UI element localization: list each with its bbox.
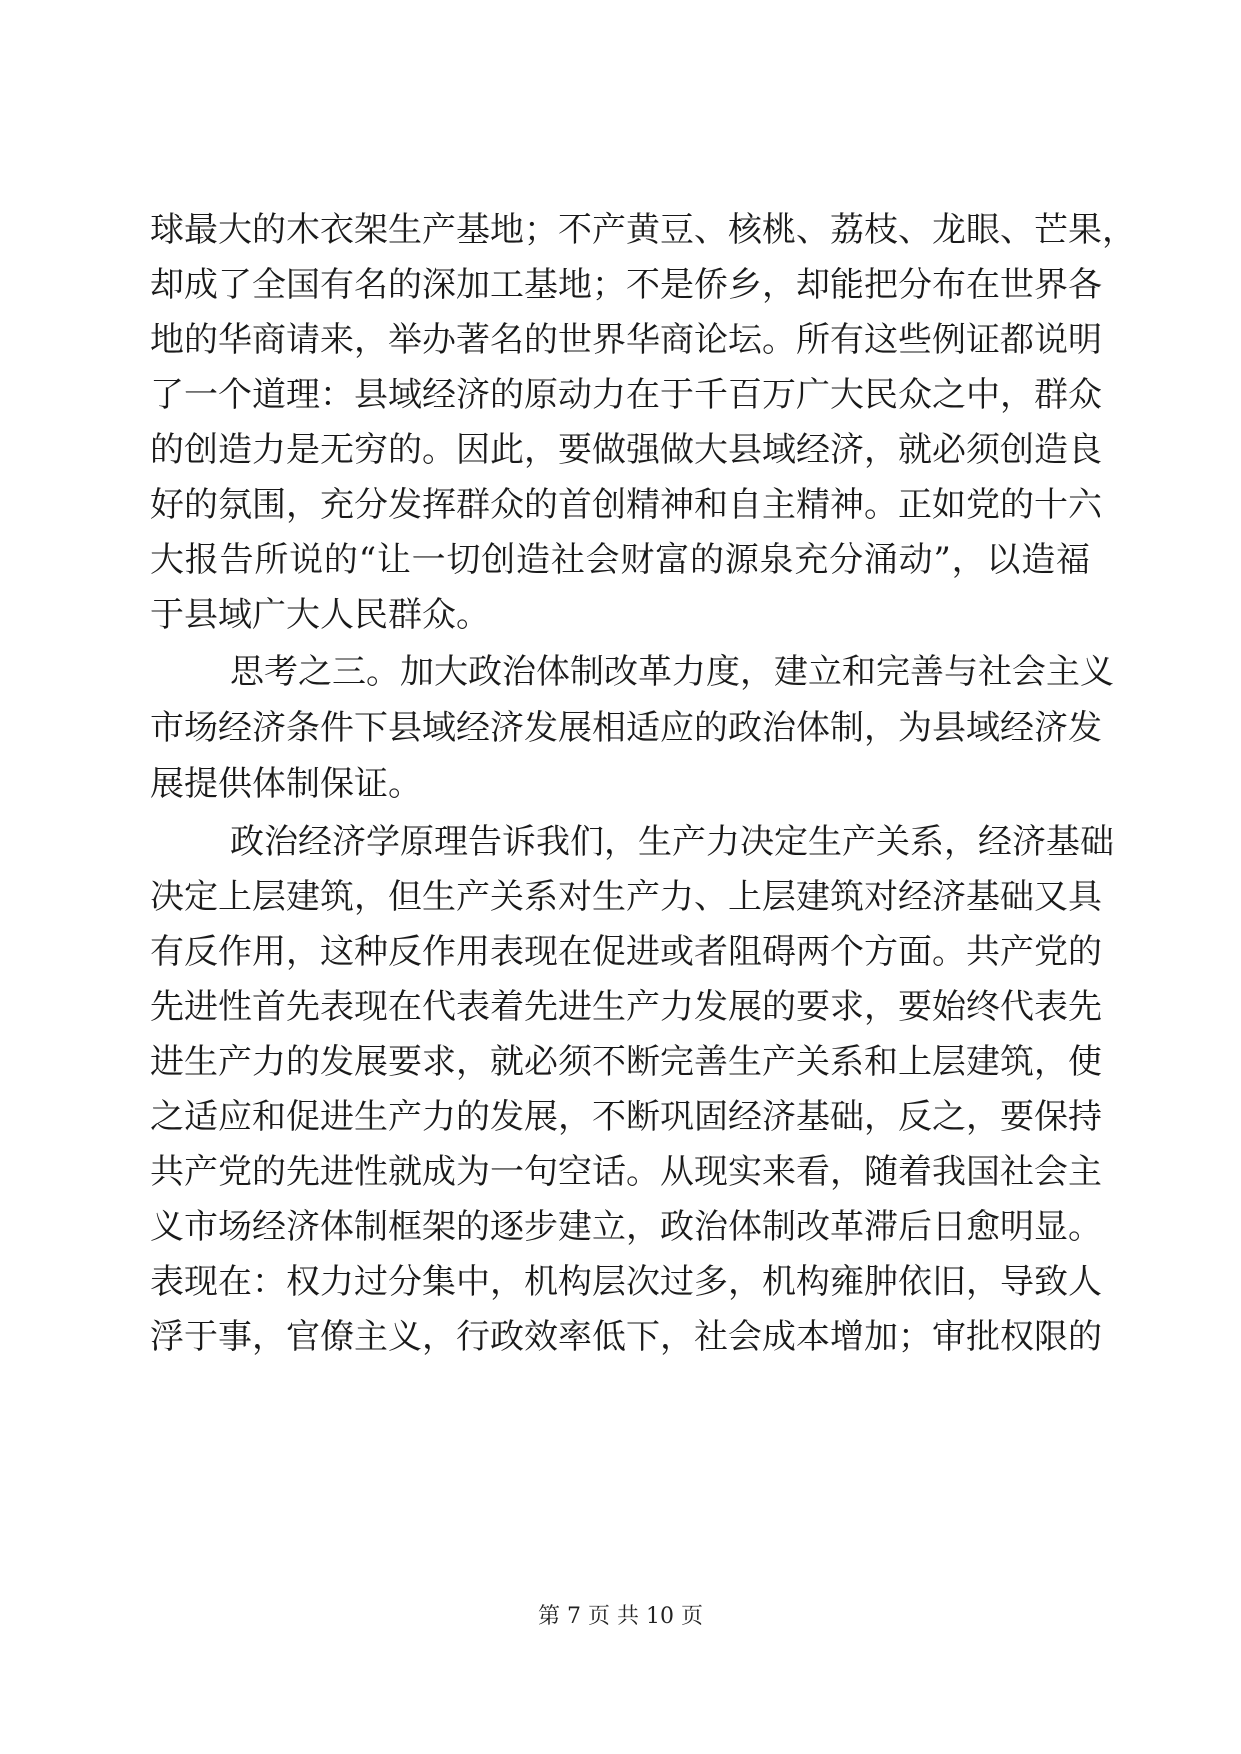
text-line-2: 却成了全国有名的深加工基地；不是侨乡，却能把分布在世界各 (150, 265, 1102, 305)
text-line-19: 义市场经济体制框架的逐步建立，政治体制改革滞后日愈明显。 (150, 1207, 1102, 1247)
text-line-1: 球最大的木衣架生产基地；不产黄豆、核桃、荔枝、龙眼、芒果， (150, 210, 1136, 250)
text-line-21: 浮于事，官僚主义，行政效率低下，社会成本增加；审批权限的 (150, 1317, 1102, 1357)
text-line-8: 于县域广大人民群众。 (150, 595, 490, 635)
text-line-6: 好的氛围，充分发挥群众的首创精神和自主精神。正如党的十六 (150, 485, 1102, 525)
text-line-12: 政治经济学原理告诉我们，生产力决定生产关系，经济基础 (230, 822, 1114, 862)
text-line-4: 了一个道理：县域经济的原动力在于千百万广大民众之中，群众 (150, 375, 1102, 415)
text-line-15: 先进性首先表现在代表着先进生产力发展的要求，要始终代表先 (150, 987, 1102, 1027)
text-line-14: 有反作用，这种反作用表现在促进或者阻碍两个方面。共产党的 (150, 932, 1102, 972)
text-line-13: 决定上层建筑，但生产关系对生产力、上层建筑对经济基础又具 (150, 877, 1102, 917)
text-line-7: 大报告所说的“让一切创造社会财富的源泉充分涌动”，以造福 (150, 540, 1090, 580)
text-line-16: 进生产力的发展要求，就必须不断完善生产关系和上层建筑，使 (150, 1042, 1102, 1082)
text-line-10: 市场经济条件下县域经济发展相适应的政治体制，为县域经济发 (150, 708, 1102, 748)
text-line-20: 表现在：权力过分集中，机构层次过多，机构雍肿依旧，导致人 (150, 1262, 1102, 1302)
text-line-9: 思考之三。加大政治体制改革力度，建立和完善与社会主义 (230, 652, 1114, 692)
text-line-3: 地的华商请来，举办著名的世界华商论坛。所有这些例证都说明 (150, 320, 1102, 360)
text-line-18: 共产党的先进性就成为一句空话。从现实来看，随着我国社会主 (150, 1152, 1102, 1192)
text-line-17: 之适应和促进生产力的发展，不断巩固经济基础，反之，要保持 (150, 1097, 1102, 1137)
text-line-11: 展提供体制保证。 (150, 764, 422, 804)
page-footer: 第 7 页 共 10 页 (538, 1604, 703, 1629)
text-line-5: 的创造力是无穷的。因此，要做强做大县域经济，就必须创造良 (150, 430, 1102, 470)
